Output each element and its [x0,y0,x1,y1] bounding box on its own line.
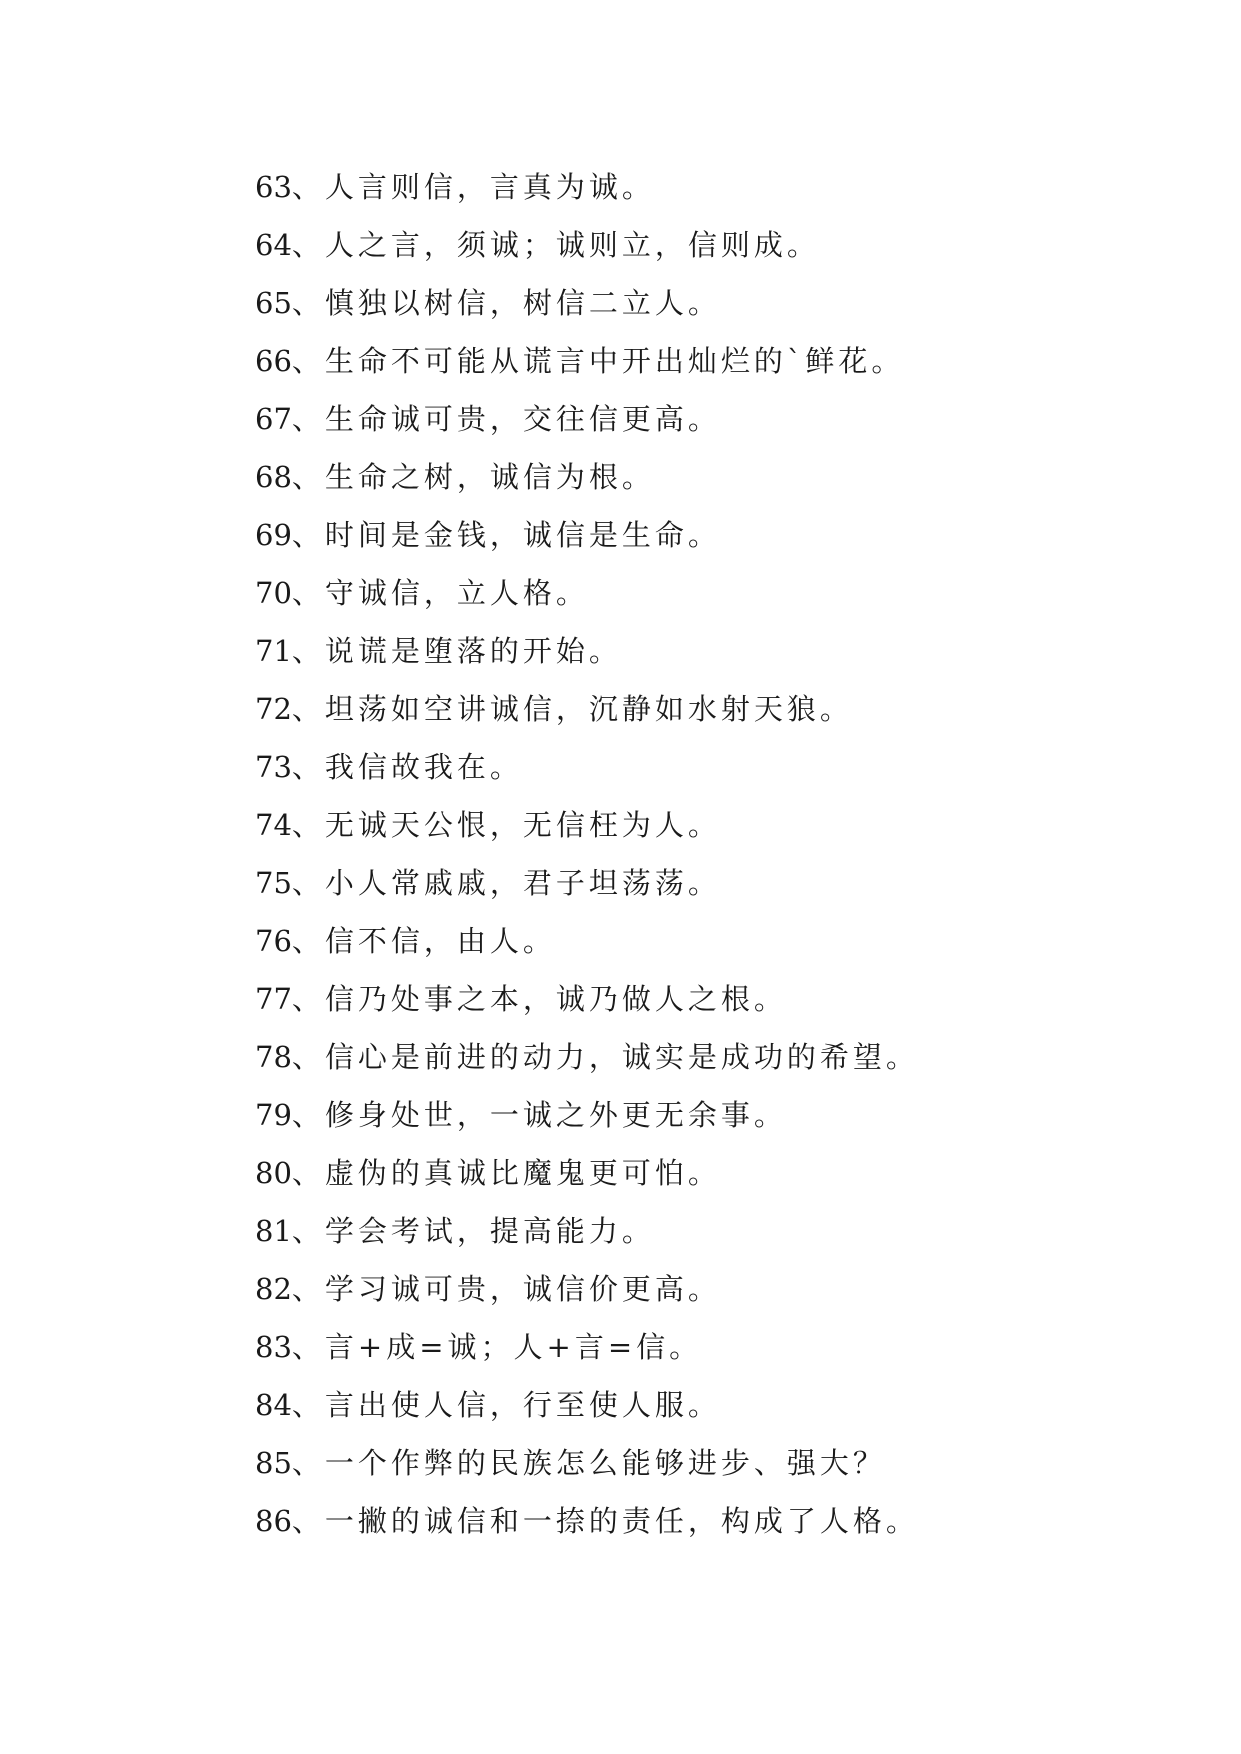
item-separator: 、 [291,1330,325,1364]
item-text: 无诚天公恨，无信枉为人。 [324,808,721,842]
item-number: 79 [255,1098,292,1132]
list-item [255,1202,1155,1260]
item-number: 71 [255,634,292,668]
quote-list [255,158,1155,1550]
item-number: 81 [255,1214,292,1248]
item-separator: 、 [291,576,325,610]
item-separator: 、 [291,750,325,784]
item-separator: 、 [291,1214,325,1248]
list-item [255,390,1155,448]
item-separator: 、 [291,1040,325,1074]
item-number: 84 [255,1388,292,1422]
item-text: 言+成=诚；人+言=信。 [324,1330,703,1364]
list-item [255,564,1155,622]
list-item [255,970,1155,1028]
list-item [255,680,1155,738]
item-separator: 、 [291,808,325,842]
item-text: 守诚信，立人格。 [324,576,589,610]
item-separator: 、 [291,1388,325,1422]
item-text: 一撇的诚信和一捺的责任，构成了人格。 [324,1504,919,1538]
list-item [255,1376,1155,1434]
item-text: 学习诚可贵，诚信价更高。 [324,1272,721,1306]
list-item [255,274,1155,332]
item-text: 生命之树，诚信为根。 [324,460,655,494]
item-text: 说谎是堕落的开始。 [324,634,622,668]
list-item [255,1492,1155,1550]
item-number: 82 [255,1272,292,1306]
item-text: 人言则信，言真为诚。 [324,170,655,204]
item-number: 70 [255,576,292,610]
list-item [255,1086,1155,1144]
item-separator: 、 [291,344,325,378]
item-number: 66 [255,344,292,378]
item-separator: 、 [291,170,325,204]
list-item [255,912,1155,970]
list-item [255,854,1155,912]
item-separator: 、 [291,460,325,494]
item-separator: 、 [291,518,325,552]
item-text: 时间是金钱，诚信是生命。 [324,518,721,552]
list-item [255,1434,1155,1492]
item-text: 小人常戚戚，君子坦荡荡。 [324,866,721,900]
item-text: 生命诚可贵，交往信更高。 [324,402,721,436]
list-item [255,216,1155,274]
item-number: 83 [255,1330,292,1364]
item-separator: 、 [291,866,325,900]
item-text: 坦荡如空讲诚信，沉静如水射天狼。 [324,692,853,726]
list-item [255,796,1155,854]
item-text: 生命不可能从谎言中开出灿烂的`鲜花。 [324,344,905,378]
item-text: 信乃处事之本，诚乃做人之根。 [324,982,787,1016]
item-number: 74 [255,808,292,842]
item-number: 77 [255,982,292,1016]
item-separator: 、 [291,1156,325,1190]
list-item [255,1318,1155,1376]
list-item [255,1260,1155,1318]
list-item [255,448,1155,506]
item-text: 修身处世，一诚之外更无余事。 [324,1098,787,1132]
list-item [255,622,1155,680]
item-separator: 、 [291,924,325,958]
item-number: 67 [255,402,292,436]
item-text: 信心是前进的动力，诚实是成功的希望。 [324,1040,919,1074]
item-separator: 、 [291,228,325,262]
item-text: 言出使人信，行至使人服。 [324,1388,721,1422]
item-text: 虚伪的真诚比魔鬼更可怕。 [324,1156,721,1190]
item-number: 63 [255,170,292,204]
item-number: 78 [255,1040,292,1074]
item-number: 86 [255,1504,292,1538]
item-separator: 、 [291,286,325,320]
item-text: 慎独以树信，树信二立人。 [324,286,721,320]
item-number: 85 [255,1446,292,1480]
item-separator: 、 [291,1504,325,1538]
item-number: 68 [255,460,292,494]
list-item [255,1028,1155,1086]
item-number: 80 [255,1156,292,1190]
item-text: 一个作弊的民族怎么能够进步、强大？ [324,1446,886,1480]
item-number: 72 [255,692,292,726]
item-number: 75 [255,866,292,900]
item-separator: 、 [291,1272,325,1306]
item-number: 64 [255,228,292,262]
item-text: 学会考试，提高能力。 [324,1214,655,1248]
item-separator: 、 [291,692,325,726]
list-item [255,506,1155,564]
item-text: 信不信，由人。 [324,924,556,958]
list-item [255,738,1155,796]
list-item [255,158,1155,216]
item-number: 69 [255,518,292,552]
item-separator: 、 [291,402,325,436]
item-text: 人之言，须诚；诚则立，信则成。 [324,228,820,262]
item-separator: 、 [291,634,325,668]
item-number: 76 [255,924,292,958]
item-separator: 、 [291,982,325,1016]
item-number: 65 [255,286,292,320]
item-separator: 、 [291,1446,325,1480]
item-separator: 、 [291,1098,325,1132]
list-item [255,1144,1155,1202]
item-number: 73 [255,750,292,784]
item-text: 我信故我在。 [324,750,523,784]
list-item [255,332,1155,390]
